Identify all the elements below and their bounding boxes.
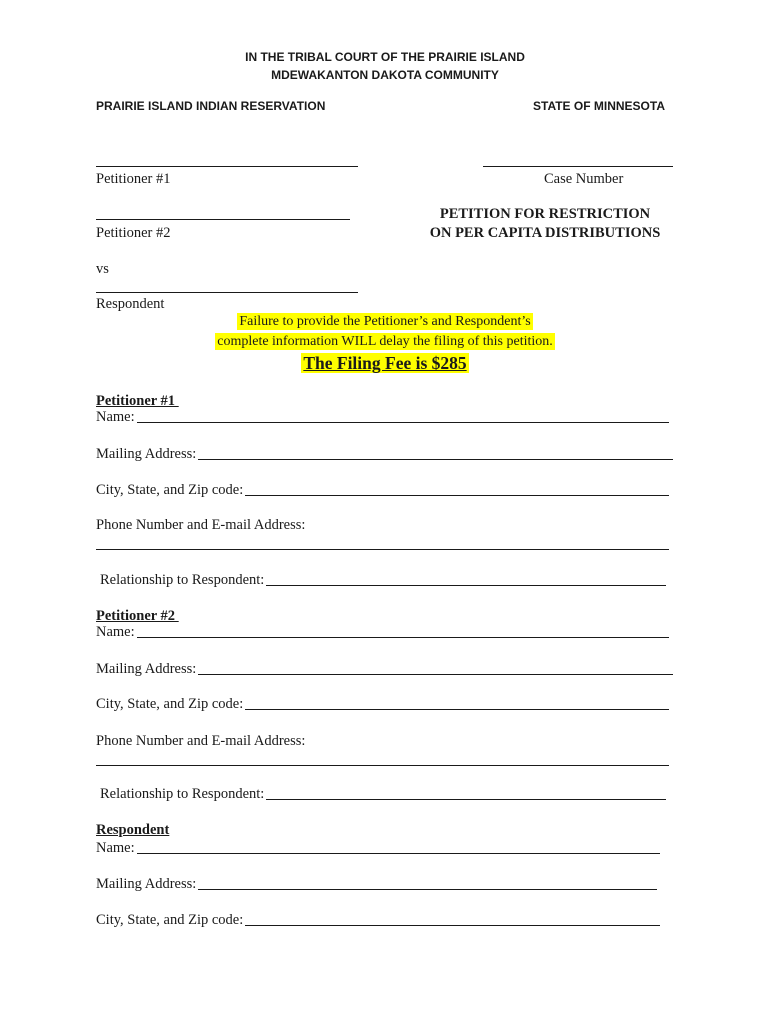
respondent-caption-line[interactable] (96, 292, 358, 293)
respondent-mailing-field[interactable] (96, 876, 657, 893)
petitioner2-city-label: City, State, and Zip code: (96, 696, 244, 712)
respondent-city-field[interactable] (96, 912, 660, 929)
respondent-city-label: City, State, and Zip code: (96, 912, 244, 928)
petitioner2-phone-line[interactable] (96, 765, 669, 766)
notice-line-2: complete information WILL delay the filing of this petition. (217, 334, 553, 349)
court-title-line-1: IN THE TRIBAL COURT OF THE PRAIRIE ISLAND (245, 50, 525, 64)
petitioner2-city-field[interactable] (96, 696, 669, 713)
petitioner1-mailing-field[interactable] (96, 446, 673, 463)
petitioner1-caption-label: Petitioner #1 (96, 171, 171, 187)
respondent-mailing-line[interactable] (198, 889, 657, 890)
case-number-label: Case Number (544, 171, 624, 187)
respondent-heading: Respondent (96, 822, 170, 838)
petitioner1-mailing-line[interactable] (198, 459, 673, 460)
petitioner1-name-field[interactable] (96, 409, 669, 426)
petitioner2-relationship-line[interactable] (266, 799, 666, 800)
respondent-mailing-label: Mailing Address: (96, 876, 197, 892)
respondent-name-line[interactable] (137, 853, 660, 854)
petitioner2-name-label: Name: (96, 624, 135, 640)
petitioner2-heading: Petitioner #2 (96, 608, 179, 624)
petitioner2-mailing-line[interactable] (198, 674, 673, 675)
petition-title-line-1: PETITION FOR RESTRICTION (439, 206, 651, 222)
petitioner2-relationship-label: Relationship to Respondent: (100, 786, 265, 802)
petitioner2-mailing-field[interactable] (96, 661, 673, 678)
respondent-city-line[interactable] (245, 925, 660, 926)
petitioner2-caption-line[interactable] (96, 219, 350, 220)
notice-line-1: Failure to provide the Petitioner’s and Respondent’s (239, 314, 531, 329)
respondent-name-label: Name: (96, 840, 135, 856)
petitioner1-name-line[interactable] (137, 422, 669, 423)
petitioner1-relationship-field[interactable] (100, 572, 666, 589)
petitioner2-phone-label: Phone Number and E-mail Address: (96, 733, 306, 749)
petitioner2-caption-label: Petitioner #2 (96, 225, 171, 241)
petition-title-line-2: ON PER CAPITA DISTRIBUTIONS (429, 225, 661, 241)
petitioner1-phone-line[interactable] (96, 549, 669, 550)
petitioner2-relationship-field[interactable] (100, 786, 666, 803)
petitioner1-relationship-label: Relationship to Respondent: (100, 572, 265, 588)
petitioner1-city-label: City, State, and Zip code: (96, 482, 244, 498)
petitioner1-name-label: Name: (96, 409, 135, 425)
respondent-name-field[interactable] (96, 840, 660, 857)
filing-fee-notice: The Filing Fee is $285 (303, 353, 467, 373)
petitioner2-city-line[interactable] (245, 709, 669, 710)
petitioner1-city-line[interactable] (245, 495, 669, 496)
petitioner2-mailing-label: Mailing Address: (96, 661, 197, 677)
petitioner1-mailing-label: Mailing Address: (96, 446, 197, 462)
state-header: STATE OF MINNESOTA (533, 99, 665, 113)
case-number-line[interactable] (483, 166, 673, 167)
petitioner2-name-field[interactable] (96, 624, 669, 641)
petitioner2-name-line[interactable] (137, 637, 669, 638)
respondent-caption-label: Respondent (96, 296, 165, 312)
petitioner1-heading: Petitioner #1 (96, 393, 179, 409)
petition-title (400, 205, 690, 243)
petitioner1-phone-label: Phone Number and E-mail Address: (96, 517, 306, 533)
petitioner1-caption-line[interactable] (96, 166, 358, 167)
petitioner1-relationship-line[interactable] (266, 585, 666, 586)
vs-label: vs (96, 261, 109, 277)
court-title-line-2: MDEWAKANTON DAKOTA COMMUNITY (271, 68, 499, 82)
petitioner1-city-field[interactable] (96, 482, 669, 499)
reservation-header: PRAIRIE ISLAND INDIAN RESERVATION (96, 99, 326, 113)
court-title (0, 48, 770, 84)
